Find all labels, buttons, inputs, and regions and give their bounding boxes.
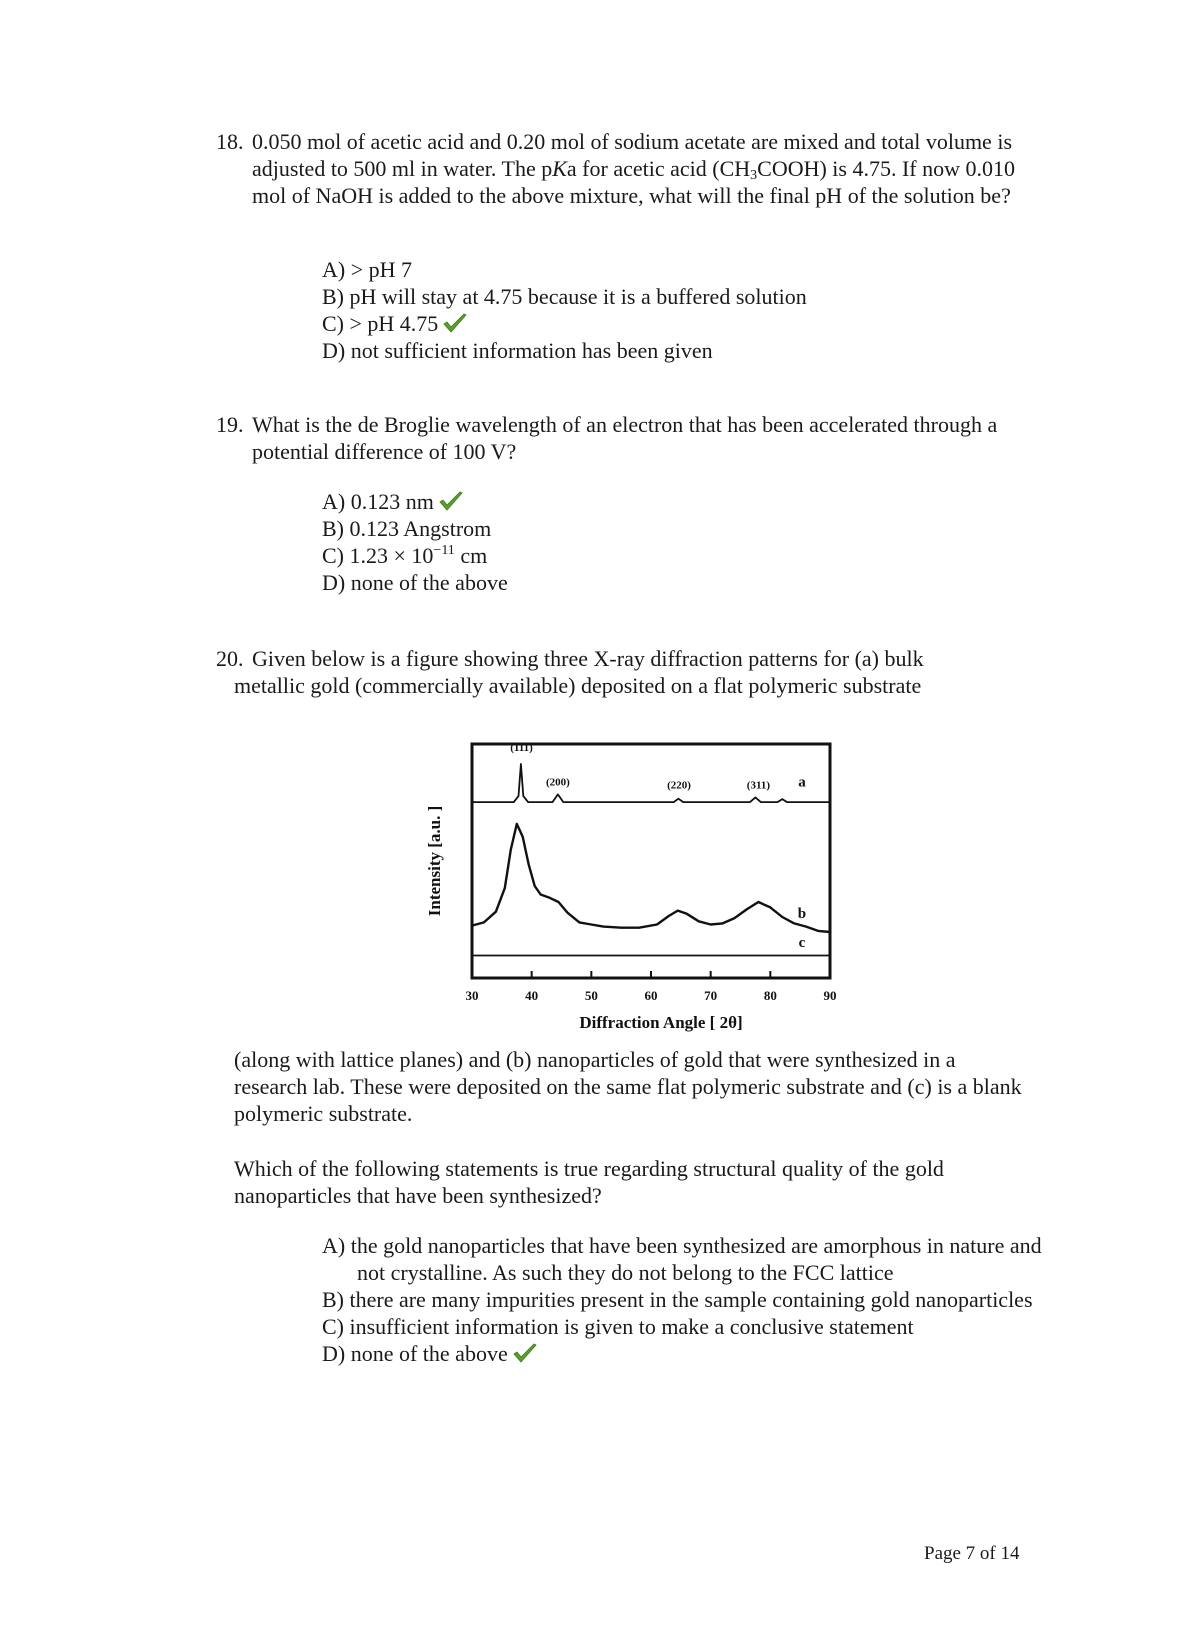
option[interactable]: B) pH will stay at 4.75 because it is a buffered solution — [322, 284, 807, 309]
option[interactable]: B) 0.123 Angstrom — [322, 516, 492, 541]
option[interactable]: D) none of the above — [322, 570, 508, 595]
xrd-chart — [425, 738, 890, 1058]
question-19 — [216, 411, 1016, 465]
option[interactable]: C) $1.23 \times 10^{-11}$ cm — [322, 543, 488, 568]
x-axis-label: Diffraction Angle [ 2θ] — [579, 1013, 743, 1032]
option[interactable]: B) there are many impurities present in the sample containing gold nanoparticles — [322, 1287, 1033, 1312]
option[interactable]: A) 0.123 nm — [322, 488, 1042, 515]
x-tick-label: 60 — [644, 988, 658, 1003]
question-20-continuation: (along with lattice planes) and (b) nanoparticles of gold that were synthesized in a research lab. These were deposited on the same flat polymeric substrate and (c) is a blank polymeric substrate. — [234, 1047, 1022, 1126]
x-tick-label: 90 — [823, 988, 837, 1003]
option[interactable]: C) > pH 4.75 — [322, 310, 1042, 337]
checkmark-icon — [438, 490, 464, 512]
checkmark-icon — [512, 1342, 538, 1364]
question-18-options — [322, 256, 1042, 364]
x-tick-label: 40 — [525, 988, 539, 1003]
x-tick-label: 70 — [704, 988, 718, 1003]
peak-label: (311) — [746, 779, 771, 792]
peak-label: (220) — [667, 779, 691, 792]
question-20-prompt: Which of the following statements is true regarding structural quality of the gold nanoparticles that have been synthesized? — [234, 1156, 944, 1208]
checkmark-icon — [442, 312, 468, 334]
option[interactable]: C) insufficient information is given to make a conclusive statement — [322, 1314, 914, 1339]
peak-label: (200) — [546, 776, 570, 789]
series-label: c — [798, 934, 806, 951]
question-number: 18. — [216, 129, 244, 154]
x-tick-label: 30 — [465, 988, 479, 1003]
question-text: 0.050 mol of acetic acid and 0.20 mol of sodium acetate are mixed and total volume is adjusted to 500 ml in water. The pKa for acetic acid $(CH_3COOH)$ is 4.75. If now 0.010 mol of NaOH is added to the above mixture, what will the final pH of the solution be? — [252, 129, 1016, 208]
question-text: Given below is a figure showing three X-ray diffraction patterns for (a) bulk metallic gold (commercially available) deposited on a flat polymeric substrate — [234, 646, 924, 698]
option[interactable]: A) the gold nanoparticles that have been synthesized are amorphous in nature and not crystalline. As such they do not belong to the FCC lattice — [322, 1233, 1042, 1285]
series-b-line — [472, 824, 830, 932]
x-tick-label: 80 — [763, 988, 777, 1003]
option[interactable]: D) not sufficient information has been given — [322, 338, 713, 363]
question-number: 19. — [216, 412, 244, 437]
option[interactable]: A) > pH 7 — [322, 257, 413, 282]
plot-frame — [472, 744, 830, 978]
y-axis-label: Intensity [a.u. ] — [425, 805, 444, 917]
x-tick-label: 50 — [584, 988, 598, 1003]
page-footer: Page 7 of 14 — [924, 1543, 1020, 1564]
series-label: b — [797, 906, 807, 923]
series-label: a — [798, 774, 806, 791]
question-18 — [216, 128, 1016, 209]
peak-label: (111) — [510, 742, 533, 755]
option[interactable]: D) none of the above — [322, 1340, 1042, 1367]
question-19-options — [322, 488, 1042, 596]
question-20 — [216, 645, 996, 699]
question-20-options — [322, 1232, 1042, 1367]
series-a-line — [472, 764, 830, 802]
question-number: 20. — [216, 646, 244, 671]
question-text: What is the de Broglie wavelength of an electron that has been accelerated through a potential difference of 100 V? — [252, 412, 998, 464]
